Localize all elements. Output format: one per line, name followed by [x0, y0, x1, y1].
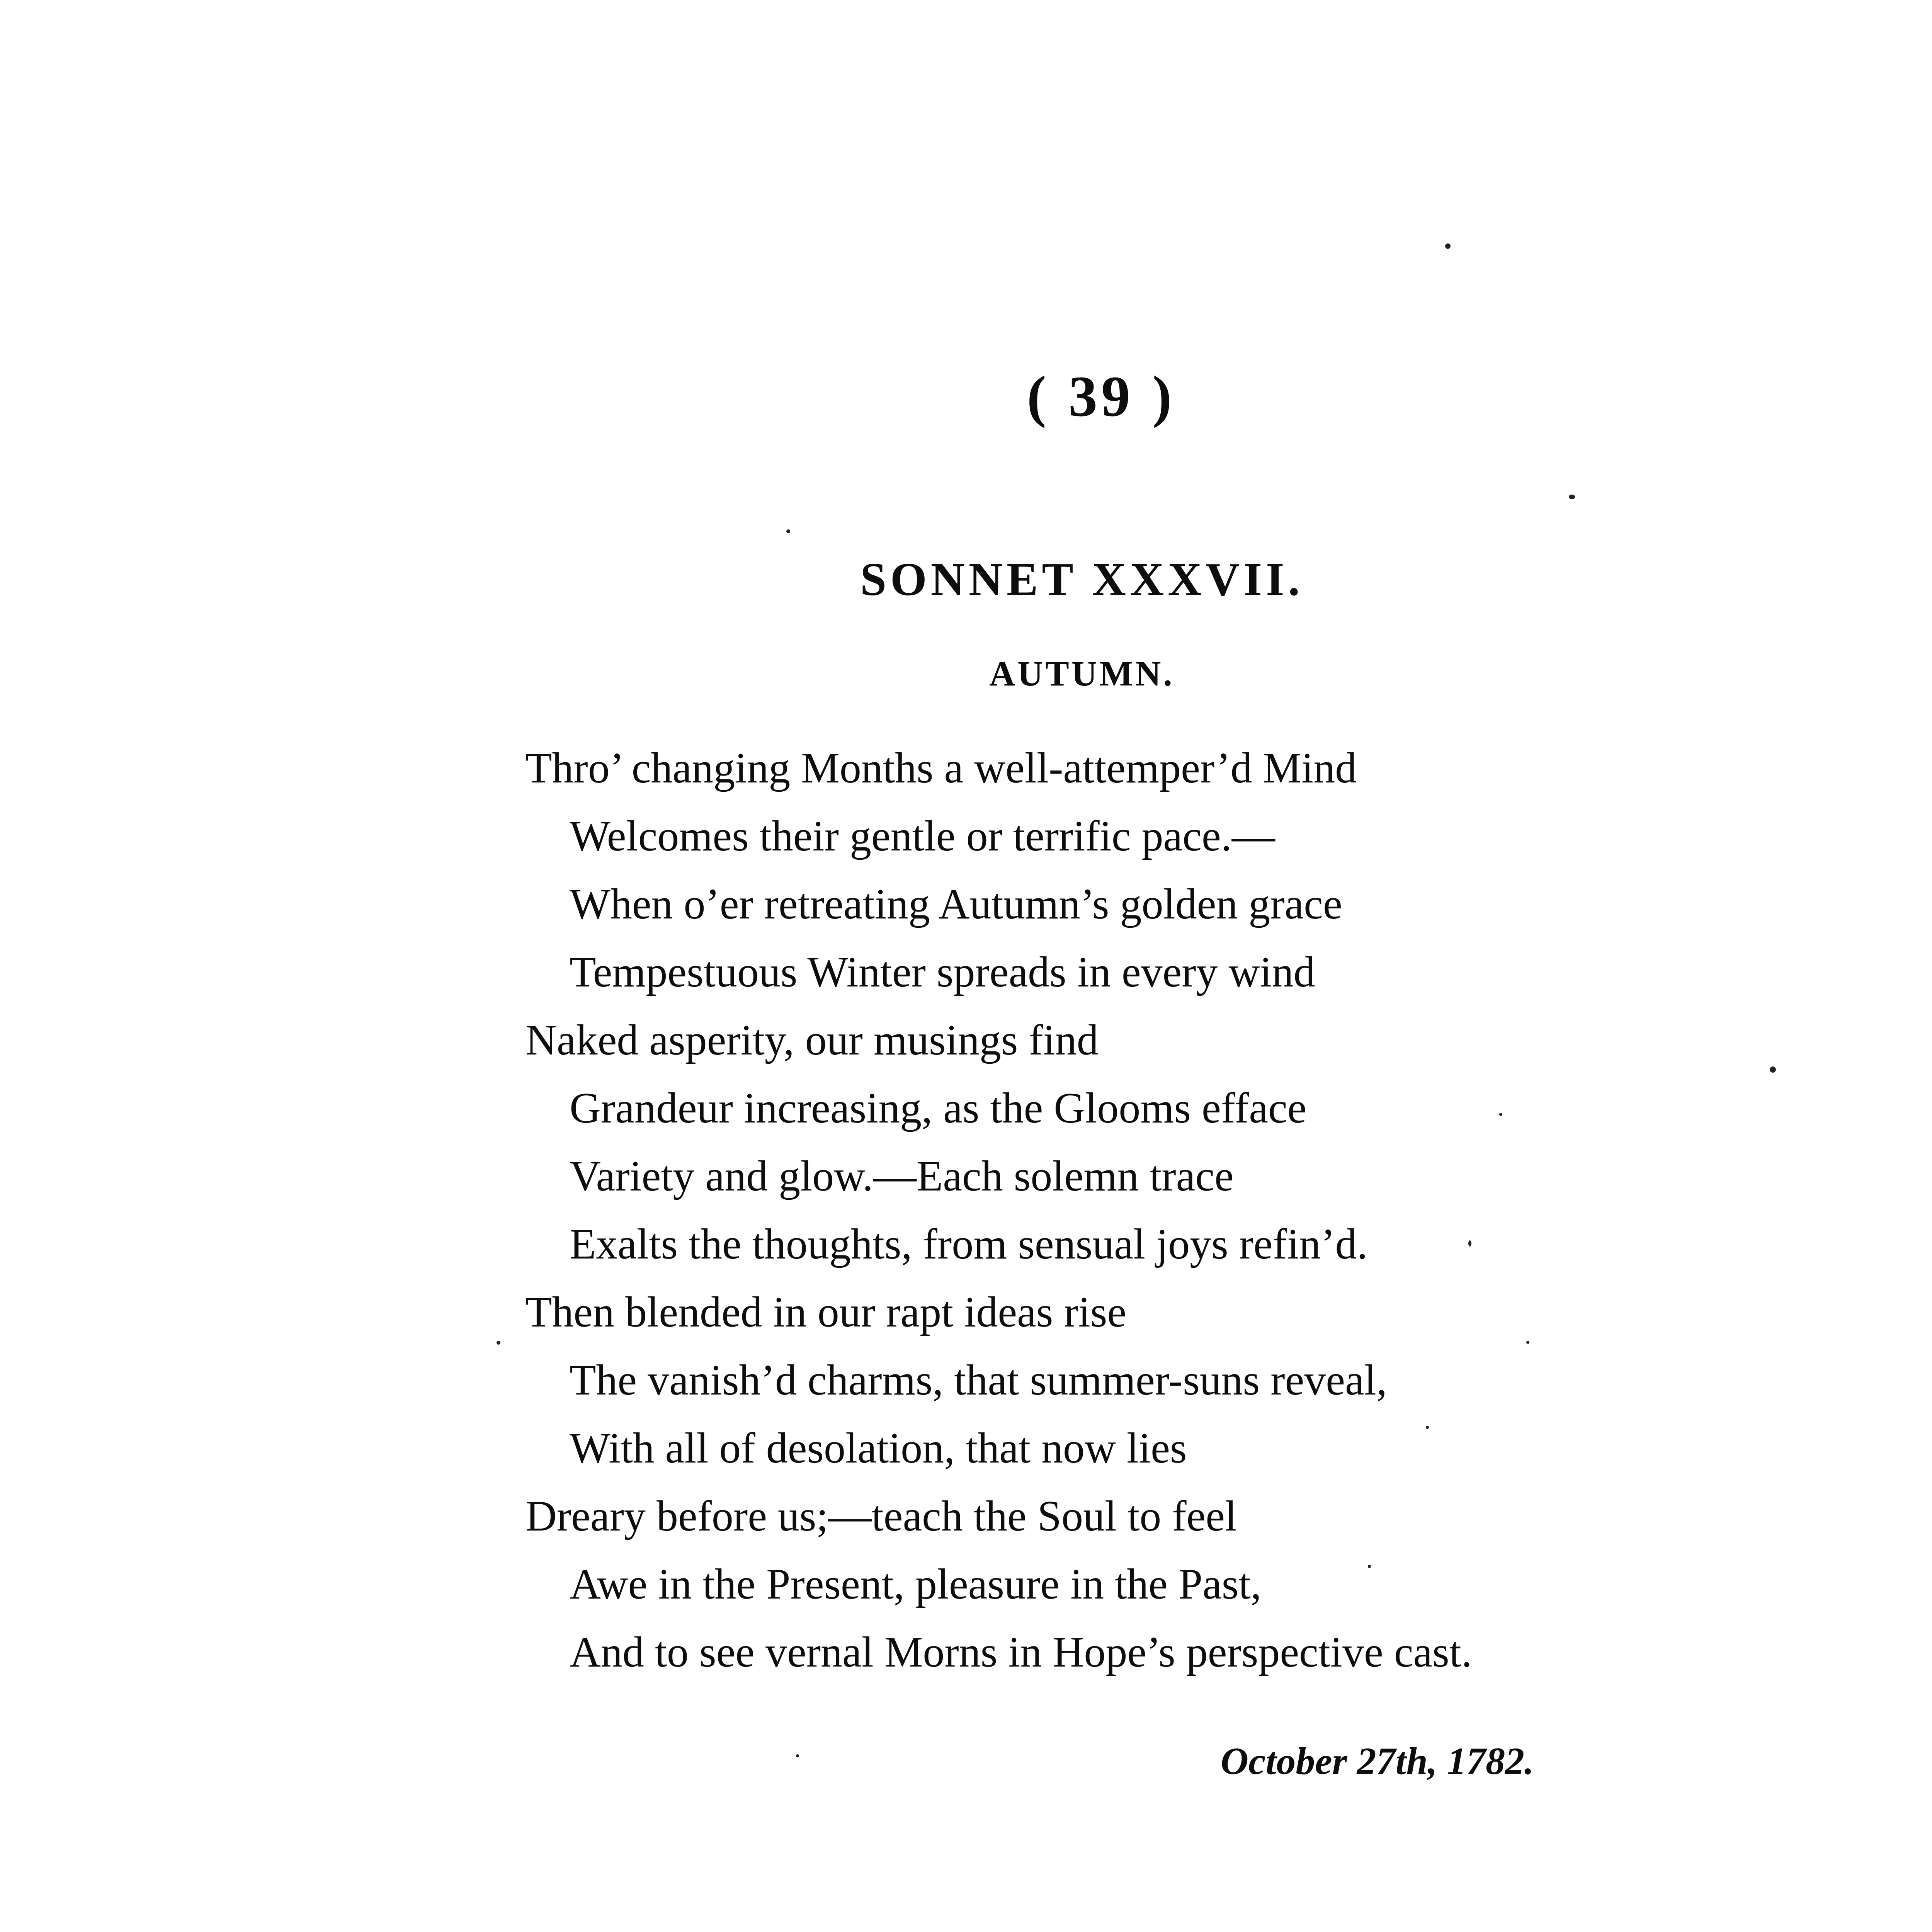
scan-speck [1426, 1426, 1429, 1429]
scan-speck [1445, 243, 1451, 249]
poem-line: Grandeur increasing, as the Glooms efface [570, 1084, 1307, 1132]
sonnet-title: SONNET XXXVII. [860, 553, 1304, 605]
poem-line: Welcomes their gentle or terrific pace.— [570, 812, 1275, 860]
poem-line: Dreary before us;—teach the Soul to feel [526, 1492, 1237, 1540]
poem-body [526, 734, 1530, 1686]
dateline: October 27th, 1782. [1220, 1740, 1534, 1782]
poem-line: When o’er retreating Autumn’s golden grace [570, 880, 1342, 928]
scan-speck [796, 1754, 799, 1757]
poem-line: And to see vernal Morns in Hope’s perspective cast. [570, 1628, 1472, 1676]
page-number: ( 39 ) [1027, 364, 1176, 429]
scan-speck [497, 1341, 500, 1345]
poem-line: Tempestuous Winter spreads in every wind [570, 948, 1315, 996]
scan-speck [1499, 1113, 1502, 1116]
poem-line: Variety and glow.—Each solemn trace [570, 1152, 1234, 1200]
poem-line: Exalts the thoughts, from sensual joys refin’d. [570, 1220, 1368, 1268]
poem-line: With all of desolation, that now lies [570, 1424, 1187, 1472]
scan-speck [1526, 1341, 1529, 1344]
poem-line: Then blended in our rapt ideas rise [526, 1288, 1127, 1336]
scan-speck [1468, 1240, 1471, 1247]
poem-line: Naked asperity, our musings find [526, 1016, 1099, 1064]
scan-speck [1770, 1066, 1776, 1073]
scan-speck [1368, 1565, 1371, 1568]
poem-line: Awe in the Present, pleasure in the Past, [570, 1560, 1262, 1608]
poem-line: Thro’ changing Months a well-attemper’d Mind [526, 744, 1357, 792]
scan-speck [1569, 495, 1575, 499]
scan-speck [786, 529, 790, 533]
poem-line: The vanish’d charms, that summer-suns reveal, [570, 1356, 1387, 1404]
sonnet-subtitle: AUTUMN. [989, 654, 1175, 693]
